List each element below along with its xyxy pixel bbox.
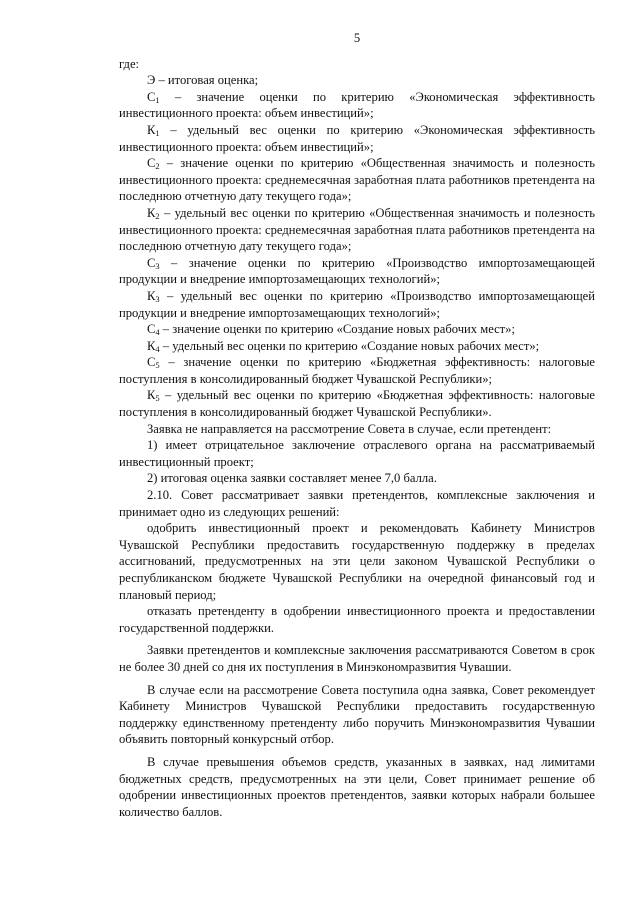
criterion-index: 4	[155, 343, 160, 354]
criterion-text: – удельный вес оценки по критерию «Создание новых рабочих мест»;	[159, 338, 540, 353]
criterion-index: 5	[155, 360, 160, 371]
criterion-text: – удельный вес оценки по критерию «Общественная значимость и полезность инвестиционного проекта: среднемесячная заработная плата работников претендента на последнюю отчетную дату текущего года»;	[119, 205, 595, 254]
review-term-paragraph: Заявки претендентов и комплексные заключения рассматриваются Советом в срок не более 30 дней со дня их поступления в Минэкономразвития Чувашии.	[119, 643, 595, 674]
criterion-letter: С	[147, 322, 156, 337]
criterion-index: 1	[155, 94, 160, 105]
criterion-k2	[119, 205, 595, 255]
criterion-k3	[119, 288, 595, 321]
criterion-index: 5	[155, 393, 160, 404]
criterion-letter: С	[147, 89, 156, 104]
rejection-reason-2: 2) итоговая оценка заявки составляет менее 7,0 балла.	[147, 471, 437, 486]
rejection-intro: Заявка не направляется на рассмотрение Совета в случае, если претендент:	[147, 421, 552, 436]
limits-exceeded-paragraph: В случае превышения объемов средств, указанных в заявках, над лимитами бюджетных средств, предусмотренных на эти цели, Совет принимает решение об одобрении инвестиционных проектов претендентов, заявки которых набрали большее количество баллов.	[119, 754, 595, 819]
document-page	[119, 30, 595, 820]
criterion-text: – значение оценки по критерию «Общественная значимость и полезность инвестиционного проекта: среднемесячная заработная плата работников претендента на последнюю отчетную дату текущего года»;	[119, 156, 595, 204]
criterion-text: – значение оценки по критерию «Экономическая эффективность инвестиционного проекта: объем инвестиций»;	[119, 89, 595, 121]
single-application-paragraph: В случае если на рассмотрение Совета поступила одна заявка, Совет рекомендует Кабинету Министров Чувашской Республики предоставить государственную поддержку единственному претенденту либо поручить Минэкономразвития Чувашии объявить повторный конкурсный отбор.	[119, 682, 595, 747]
criterion-index: 2	[155, 161, 160, 172]
decision-refuse: отказать претенденту в одобрении инвестиционного проекта и предоставлении государственной поддержки.	[119, 604, 595, 635]
clause-2-10: 2.10. Совет рассматривает заявки претендентов, комплексные заключения и принимает одно из следующих решений:	[119, 488, 595, 519]
criterion-letter: С	[147, 255, 156, 270]
rejection-reason-1: 1) имеет отрицательное заключение отраслевого органа на рассматриваемый инвестиционный проект;	[119, 438, 595, 469]
criterion-letter: К	[147, 205, 156, 220]
criterion-c5	[119, 354, 595, 387]
criterion-text: – удельный вес оценки по критерию «Бюджетная эффективность: налоговые поступления в консолидированный бюджет Чувашской Республики».	[119, 388, 595, 420]
criterion-k4	[119, 338, 595, 355]
criterion-c3	[119, 255, 595, 288]
criterion-c4	[119, 321, 595, 338]
criteria-list	[119, 89, 595, 421]
criterion-letter: К	[147, 288, 156, 303]
criterion-c1	[119, 89, 595, 122]
criterion-k5	[119, 387, 595, 420]
criterion-index: 2	[155, 210, 160, 221]
criterion-c2	[119, 155, 595, 205]
criterion-letter: К	[147, 338, 156, 353]
criterion-index: 3	[155, 260, 160, 271]
criterion-text: – значение оценки по критерию «Бюджетная эффективность: налоговые поступления в консолидированный бюджет Чувашской Республики»;	[119, 355, 595, 386]
criterion-letter: К	[147, 122, 156, 137]
criterion-index: 4	[155, 327, 160, 338]
criterion-text: – значение оценки по критерию «Производство импортозамещающей продукции и внедрение импортозамещающих технологий»;	[119, 255, 595, 287]
criterion-text: – значение оценки по критерию «Создание новых рабочих мест»;	[159, 322, 515, 337]
criterion-k1	[119, 122, 595, 155]
criterion-letter: С	[147, 156, 156, 171]
criterion-text: – удельный вес оценки по критерию «Производство импортозамещающей продукции и внедрение импортозамещающих технологий»;	[119, 288, 595, 320]
criterion-index: 3	[155, 293, 160, 304]
decision-approve: одобрить инвестиционный проект и рекомендовать Кабинету Министров Чувашской Республики предоставить государственную поддержку в пределах ассигнований, предусмотренных на эти цели законом Чувашской Республики о республиканском бюджете Чувашской Республики на очередной финансовый год и плановый период;	[119, 521, 595, 602]
criterion-letter: С	[147, 355, 156, 370]
where-label: где:	[119, 56, 140, 71]
criterion-text: – удельный вес оценки по критерию «Экономическая эффективность инвестиционного проекта: объем инвестиций»;	[119, 122, 595, 154]
page-number: 5	[353, 31, 361, 45]
criterion-index: 1	[155, 127, 160, 138]
e-definition: Э – итоговая оценка;	[147, 73, 259, 88]
criterion-letter: К	[147, 388, 156, 403]
